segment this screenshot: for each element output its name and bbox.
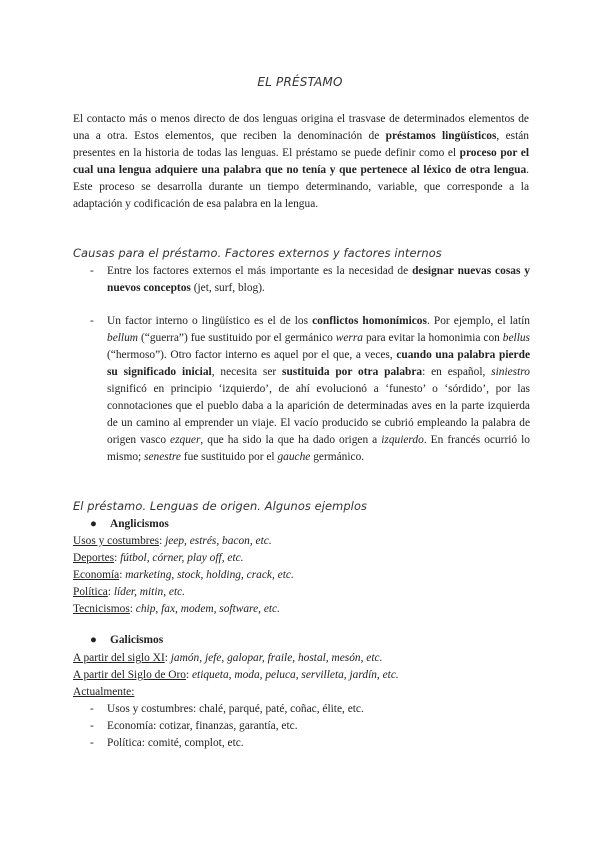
anglicismos-heading xyxy=(90,516,169,533)
galicismo-subitem xyxy=(90,735,244,752)
row-examples: chip, fax, modem, software, etc. xyxy=(135,603,280,615)
dash-marker: - xyxy=(90,737,94,749)
bold-run: designar nuevas cosas y nuevos conceptos xyxy=(107,265,530,294)
row-label: Política xyxy=(73,586,108,598)
row-label: A partir del siglo XI xyxy=(73,652,165,664)
text-run: . En francés ocurrió lo mismo; xyxy=(107,434,530,463)
dash-marker: - xyxy=(90,315,94,327)
intro-bold-term: préstamos lingüísticos xyxy=(385,130,497,142)
list-item-text xyxy=(107,263,530,297)
row-sep: : xyxy=(114,552,121,564)
actualmente-label: Actualmente: xyxy=(73,686,135,698)
anglicismo-row xyxy=(73,567,294,584)
italic-run: gauche xyxy=(277,451,311,463)
text-run: significó en principio ‘izquierdo’, de ahí evolucionó a ‘funesto’ o ‘sórdido’, por las connotaciones que el pueblo daba a la aparición de determinadas aves en la parte izquierda de un camino al emprender un viaje. El vacío producido se cubrió empleando la palabra de origen vasco xyxy=(107,383,530,446)
row-sep: : xyxy=(159,535,166,547)
section-heading-lenguas: El préstamo. Lenguas de origen. Algunos ejemplos xyxy=(73,499,368,513)
text-run: (“hermoso”). Otro factor interno es aquel por el que, a veces, xyxy=(107,349,397,361)
italic-run: senestre xyxy=(144,451,181,463)
section-heading-causas: Causas para el préstamo. Factores externos y factores internos xyxy=(73,246,442,260)
row-label: Tecnicismos xyxy=(73,603,130,615)
galicismo-subitem xyxy=(90,718,298,735)
row-sep: : xyxy=(129,603,136,615)
anglicismos-title: Anglicismos xyxy=(110,518,169,530)
text-run: germánico. xyxy=(310,451,365,463)
text-run: . Por ejemplo, el latín xyxy=(426,315,530,327)
list-item-text xyxy=(107,313,530,466)
anglicismo-row xyxy=(73,601,280,618)
text-run: Un factor interno o lingüístico es el de los xyxy=(107,315,313,327)
intro-text: El contacto más o menos directo de dos lenguas origina el trasvase de determinados elementos de una a otra. Estos elementos, que reciben la denominación de xyxy=(73,113,529,142)
intro-bold-definition: proceso por el cual una lengua adquiere una palabra que no tenía y que pertenece al léxico de otra lengua xyxy=(73,147,529,176)
italic-run: izquierdo xyxy=(381,434,424,446)
row-sep: : xyxy=(119,569,126,581)
text-run: (jet, surf, blog). xyxy=(190,282,265,294)
anglicismo-row xyxy=(73,584,185,601)
row-sep: : xyxy=(164,652,171,664)
subitem-text: Usos y costumbres: chalé, parqué, paté, coñac, élite, etc. xyxy=(107,703,364,715)
row-label: Deportes xyxy=(73,552,115,564)
italic-run: ezquer xyxy=(170,434,201,446)
bold-run: sustituida por otra palabra xyxy=(282,366,423,378)
text-run: , que ha sido la que ha dado origen a xyxy=(200,434,382,446)
bold-run: conflictos homonímicos xyxy=(312,315,427,327)
subitem-text: Economía: cotizar, finanzas, garantía, etc. xyxy=(107,720,298,732)
dash-marker: - xyxy=(90,265,94,277)
text-run: para evitar la homonimia con xyxy=(363,332,503,344)
list-item-factores-externos xyxy=(90,263,530,297)
italic-run: siniestro xyxy=(491,366,530,378)
anglicismo-row xyxy=(73,533,272,550)
intro-paragraph xyxy=(73,111,529,213)
text-run: , necesita ser xyxy=(211,366,283,378)
anglicismo-row xyxy=(73,550,244,567)
bold-run: cuando una palabra pierde su significado inicial xyxy=(107,349,530,378)
row-examples: etiqueta, moda, peluca, servilleta, jardín, etc. xyxy=(191,669,399,681)
galicismo-row xyxy=(73,650,382,667)
italic-run: bellum xyxy=(107,332,139,344)
galicismos-heading xyxy=(90,632,163,649)
row-examples: marketing, stock, holding, crack, etc. xyxy=(125,569,294,581)
row-label: Economía xyxy=(73,569,120,581)
dash-marker: - xyxy=(90,703,94,715)
row-sep: : xyxy=(107,586,114,598)
row-label: A partir del Siglo de Oro xyxy=(73,669,186,681)
list-item-factor-interno xyxy=(90,313,530,466)
italic-run: werra xyxy=(335,332,363,344)
galicismos-title: Galicismos xyxy=(110,634,164,646)
intro-text: , están presentes en la historia de todas las lenguas. El préstamo se puede definir como el xyxy=(73,130,529,159)
text-run: : en español, xyxy=(422,366,492,378)
row-examples: fútbol, córner, play off, etc. xyxy=(120,552,244,564)
bullet-icon: ● xyxy=(90,634,97,646)
text-run: Entre los factores externos el más importante es la necesidad de xyxy=(107,265,413,277)
text-run: (“guerra”) fue sustituido por el germánico xyxy=(138,332,336,344)
galicismo-subitem xyxy=(90,701,364,718)
dash-marker: - xyxy=(90,720,94,732)
bullet-icon: ● xyxy=(90,518,97,530)
row-examples: jeep, estrés, bacon, etc. xyxy=(165,535,272,547)
text-run: fue sustituido por el xyxy=(180,451,278,463)
galicismo-row xyxy=(73,667,399,684)
row-label: Usos y costumbres xyxy=(73,535,160,547)
row-sep: : xyxy=(185,669,192,681)
row-examples: jamón, jefe, galopar, fraile, hostal, mesón, etc. xyxy=(170,652,383,664)
page-title: EL PRÉSTAMO xyxy=(257,75,343,89)
row-examples: líder, mitin, etc. xyxy=(113,586,186,598)
intro-text: . Este proceso se desarrolla durante un tiempo determinando, variable, que corresponde a la adaptación y codificación de esa palabra en la lengua. xyxy=(73,164,529,210)
italic-run: bellus xyxy=(502,332,530,344)
subitem-text: Política: comité, complot, etc. xyxy=(107,737,244,749)
